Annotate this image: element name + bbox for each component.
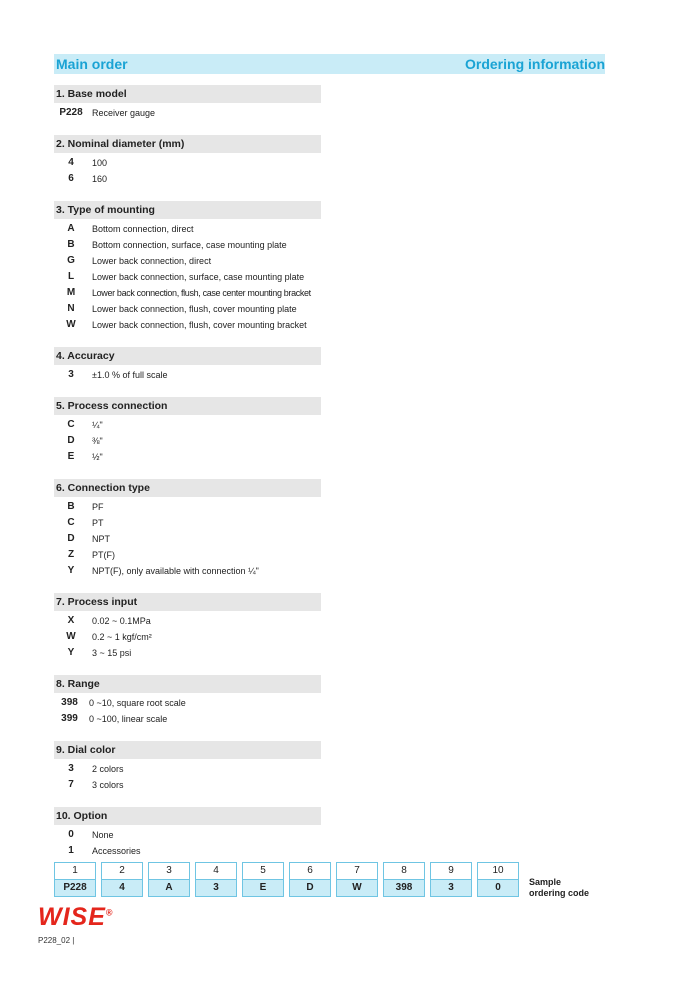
section-5 bbox=[54, 397, 334, 465]
code-value: 3 bbox=[430, 880, 472, 897]
option-code: L bbox=[67, 271, 75, 282]
option-code: G bbox=[67, 255, 75, 266]
section-items bbox=[54, 417, 334, 465]
option-row bbox=[54, 777, 334, 793]
section-4 bbox=[54, 347, 334, 383]
section-items bbox=[54, 761, 334, 793]
code-cell-5 bbox=[242, 862, 284, 897]
section-items bbox=[54, 221, 334, 333]
section-items bbox=[54, 613, 334, 661]
option-code: Z bbox=[67, 549, 75, 560]
section-6 bbox=[54, 479, 334, 579]
option-description: 0.02 ~ 0.1MPa bbox=[92, 616, 151, 626]
code-value: D bbox=[289, 880, 331, 897]
option-description: Accessories bbox=[92, 846, 141, 856]
option-row bbox=[54, 629, 334, 645]
option-description: PT(F) bbox=[92, 550, 115, 560]
sample-ordering-code-label bbox=[529, 877, 619, 899]
option-row bbox=[54, 301, 334, 317]
code-value: A bbox=[148, 880, 190, 897]
option-description: ¼" bbox=[92, 420, 103, 430]
option-description: Lower back connection, flush, cover mounting plate bbox=[92, 304, 297, 314]
section-title: 2. Nominal diameter (mm) bbox=[54, 135, 321, 153]
option-description: Bottom connection, direct bbox=[92, 224, 194, 234]
option-code: X bbox=[67, 615, 75, 626]
option-row bbox=[54, 237, 334, 253]
code-cell-6 bbox=[289, 862, 331, 897]
ordering-sections bbox=[54, 85, 334, 873]
option-row bbox=[54, 547, 334, 563]
section-3 bbox=[54, 201, 334, 333]
section-items bbox=[54, 827, 334, 859]
option-row bbox=[54, 613, 334, 629]
option-code: E bbox=[67, 451, 75, 462]
option-description: 100 bbox=[92, 158, 108, 168]
option-code: Y bbox=[67, 565, 75, 576]
section-10 bbox=[54, 807, 334, 859]
code-cell-2 bbox=[101, 862, 143, 897]
section-title: 3. Type of mounting bbox=[54, 201, 321, 219]
code-cell-7 bbox=[336, 862, 378, 897]
section-items bbox=[54, 105, 334, 121]
option-row bbox=[54, 269, 334, 285]
option-description: PF bbox=[92, 502, 104, 512]
option-code: C bbox=[67, 517, 75, 528]
section-title: 6. Connection type bbox=[54, 479, 321, 497]
code-position: 1 bbox=[54, 862, 96, 880]
code-value: W bbox=[336, 880, 378, 897]
page-subtitle: Ordering information bbox=[465, 56, 605, 72]
option-row bbox=[54, 645, 334, 661]
wise-logo bbox=[38, 903, 114, 932]
option-description: ½" bbox=[92, 452, 103, 462]
option-row bbox=[54, 317, 334, 333]
section-items bbox=[54, 695, 334, 727]
code-value: P228 bbox=[54, 880, 96, 897]
code-value: 0 bbox=[477, 880, 519, 897]
option-row bbox=[54, 367, 334, 383]
option-row bbox=[54, 433, 334, 449]
option-description: None bbox=[92, 830, 114, 840]
code-position: 10 bbox=[477, 862, 519, 880]
sample-ordering-code-table bbox=[54, 862, 524, 897]
option-description: ±1.0 % of full scale bbox=[92, 370, 168, 380]
option-code: 0 bbox=[68, 829, 74, 840]
option-row bbox=[54, 827, 334, 843]
section-title: 4. Accuracy bbox=[54, 347, 321, 365]
section-items bbox=[54, 155, 334, 187]
logo-text: WISE bbox=[38, 903, 106, 931]
code-position: 6 bbox=[289, 862, 331, 880]
section-1 bbox=[54, 85, 334, 121]
code-cell-10 bbox=[477, 862, 519, 897]
option-code: W bbox=[66, 631, 76, 642]
option-code: B bbox=[67, 501, 75, 512]
option-description: ⅜" bbox=[92, 436, 103, 446]
option-row bbox=[54, 285, 334, 301]
section-title: 8. Range bbox=[54, 675, 321, 693]
option-code: P228 bbox=[59, 107, 83, 118]
code-value: 398 bbox=[383, 880, 425, 897]
option-row bbox=[54, 449, 334, 465]
section-2 bbox=[54, 135, 334, 187]
option-description: 0.2 ~ 1 kgf/cm² bbox=[92, 632, 152, 642]
option-row bbox=[54, 155, 334, 171]
code-position: 5 bbox=[242, 862, 284, 880]
section-9 bbox=[54, 741, 334, 793]
option-row bbox=[54, 105, 334, 121]
option-description: 3 ~ 15 psi bbox=[92, 648, 132, 658]
code-cell-9 bbox=[430, 862, 472, 897]
code-cell-3 bbox=[148, 862, 190, 897]
option-code: N bbox=[67, 303, 75, 314]
section-items bbox=[54, 499, 334, 579]
option-code: A bbox=[67, 223, 75, 234]
code-position: 4 bbox=[195, 862, 237, 880]
option-description: NPT bbox=[92, 534, 110, 544]
option-row bbox=[54, 843, 334, 859]
option-code: 6 bbox=[68, 173, 74, 184]
page-reference: P228_02 | bbox=[38, 936, 75, 945]
option-code: 3 bbox=[68, 763, 74, 774]
option-code: 1 bbox=[68, 845, 74, 856]
option-row bbox=[54, 711, 334, 727]
section-title: 5. Process connection bbox=[54, 397, 321, 415]
option-description: 3 colors bbox=[92, 780, 124, 790]
option-description: 160 bbox=[92, 174, 108, 184]
option-code: D bbox=[67, 533, 75, 544]
section-title: 1. Base model bbox=[54, 85, 321, 103]
option-row bbox=[54, 695, 334, 711]
sample-label-line1: Sample bbox=[529, 877, 562, 887]
option-description: PT bbox=[92, 518, 104, 528]
section-7 bbox=[54, 593, 334, 661]
option-code: D bbox=[67, 435, 75, 446]
option-description: Lower back connection, flush, cover mounting bracket bbox=[92, 320, 307, 330]
option-description: NPT(F), only available with connection ¼" bbox=[92, 566, 259, 576]
code-cell-8 bbox=[383, 862, 425, 897]
code-cell-4 bbox=[195, 862, 237, 897]
option-description: Receiver gauge bbox=[92, 108, 156, 118]
section-items bbox=[54, 367, 334, 383]
option-code: 399 bbox=[61, 713, 78, 724]
option-row bbox=[54, 221, 334, 237]
option-code: 7 bbox=[68, 779, 74, 790]
option-row bbox=[54, 499, 334, 515]
option-row bbox=[54, 417, 334, 433]
option-description: Lower back connection, flush, case center mounting bracket bbox=[92, 288, 311, 298]
option-code: W bbox=[66, 319, 76, 330]
code-position: 7 bbox=[336, 862, 378, 880]
code-position: 8 bbox=[383, 862, 425, 880]
section-title: 10. Option bbox=[54, 807, 321, 825]
sample-label-line2: ordering code bbox=[529, 888, 590, 898]
code-position: 2 bbox=[101, 862, 143, 880]
option-description: 2 colors bbox=[92, 764, 124, 774]
code-cell-1 bbox=[54, 862, 96, 897]
section-8 bbox=[54, 675, 334, 727]
option-code: C bbox=[67, 419, 75, 430]
option-row bbox=[54, 253, 334, 269]
option-row bbox=[54, 531, 334, 547]
option-description: 0 ~10, square root scale bbox=[89, 698, 186, 708]
code-position: 9 bbox=[430, 862, 472, 880]
option-code: Y bbox=[67, 647, 75, 658]
section-title: 9. Dial color bbox=[54, 741, 321, 759]
option-row bbox=[54, 761, 334, 777]
option-description: Lower back connection, surface, case mounting plate bbox=[92, 272, 305, 282]
code-value: E bbox=[242, 880, 284, 897]
option-description: Bottom connection, surface, case mounting plate bbox=[92, 240, 287, 250]
option-description: 0 ~100, linear scale bbox=[89, 714, 168, 724]
option-row bbox=[54, 171, 334, 187]
option-row bbox=[54, 515, 334, 531]
option-description: Lower back connection, direct bbox=[92, 256, 212, 266]
option-code: 3 bbox=[68, 369, 74, 380]
code-value: 4 bbox=[101, 880, 143, 897]
option-code: M bbox=[66, 287, 76, 298]
option-code: B bbox=[67, 239, 75, 250]
option-row bbox=[54, 563, 334, 579]
section-title: 7. Process input bbox=[54, 593, 321, 611]
page-title: Main order bbox=[56, 56, 128, 72]
registered-mark: ® bbox=[105, 907, 114, 918]
option-code: 398 bbox=[61, 697, 78, 708]
option-code: 4 bbox=[68, 157, 74, 168]
code-value: 3 bbox=[195, 880, 237, 897]
code-position: 3 bbox=[148, 862, 190, 880]
